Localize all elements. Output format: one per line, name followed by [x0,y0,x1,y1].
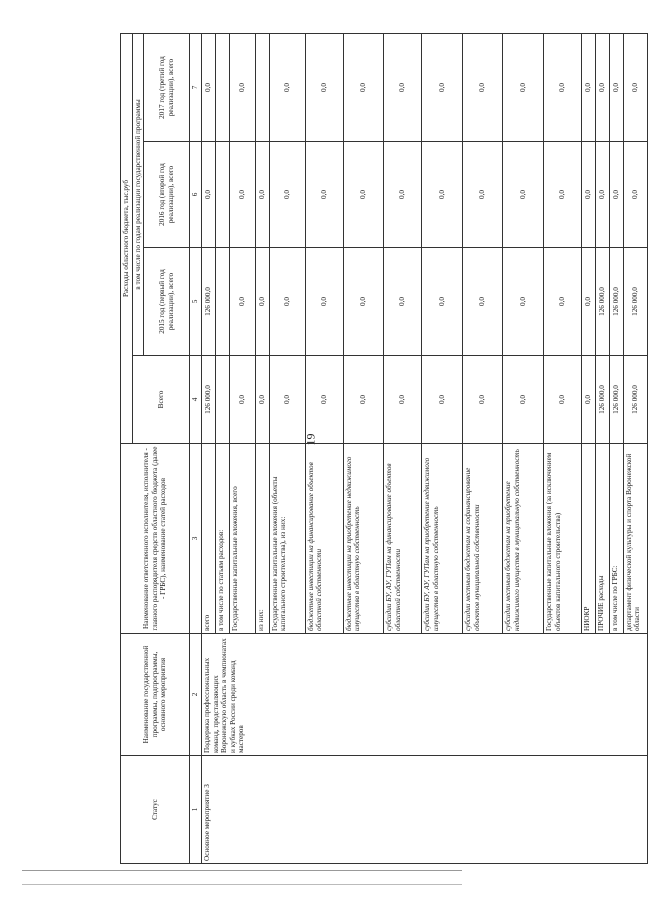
header-2017: 2017 год (третий год реализации), всего [144,34,190,142]
row-value: 0,0 [384,34,422,142]
row-value: 0,0 [503,34,544,142]
row-label: Государственные капитальные вложения (объекты капитального строительства), из них: [269,444,305,634]
row-value: 126 000,0 [595,248,609,356]
row-value: 0,0 [343,356,384,444]
row-value: 0,0 [609,142,623,248]
row-value: 0,0 [623,142,647,248]
row-value: 0,0 [543,248,581,356]
row-value: 0,0 [543,34,581,142]
row-value: 0,0 [582,356,596,444]
row-value: 0,0 [543,142,581,248]
row-label: субсидии местным бюджетам на софинансирование объектов муниципальной собственности [462,444,503,634]
row-label: субсидии БУ, АУ, ГУПам на приобретение недвижимого имущества в областную собственность [422,444,463,634]
program-name-cell: Поддержка профессиональных команд, представляющих Воронежскую область в чемпионатах и кубках России среди команд мастеров [201,634,647,756]
row-value: 0,0 [582,142,596,248]
row-label: Государственные капитальные вложения (за исключением объектов капитального строительства) [543,444,581,634]
row-value: 126 000,0 [623,356,647,444]
row-value [215,356,229,444]
row-label: департамент физической культуры и спорта Воронежской области [623,444,647,634]
budget-table [120,33,648,864]
row-value: 0,0 [305,248,343,356]
row-label: всего [201,444,215,634]
row-value: 0,0 [422,142,463,248]
row-value: 0,0 [462,142,503,248]
header-status: Статус [121,756,190,864]
col-number: 3 [190,444,202,634]
row-value: 0,0 [201,142,215,248]
row-value: 0,0 [343,248,384,356]
row-value: 0,0 [422,356,463,444]
col-number: 7 [190,34,202,142]
row-value: 126 000,0 [201,248,215,356]
row-value: 0,0 [609,34,623,142]
row-value: 126 000,0 [609,248,623,356]
row-value: 0,0 [305,142,343,248]
row-label: в том числе по статьям расходов: [215,444,229,634]
page-number: 19 [303,433,318,446]
row-value: 0,0 [255,356,269,444]
row-value: 126 000,0 [201,356,215,444]
row-label: бюджетные инвестиции на финансирование объектов областной собственности [305,444,343,634]
row-value: 0,0 [229,142,255,248]
row-value: 0,0 [384,142,422,248]
header-program-name: Наименование государственной программы, подпрограммы, основного мероприятия [121,634,190,756]
header-budget-group: Расходы областного бюджета, тыс.руб [121,34,133,444]
row-value: 126 000,0 [595,356,609,444]
row-value: 0,0 [229,34,255,142]
row-value: 0,0 [503,356,544,444]
row-value: 0,0 [623,34,647,142]
row-value: 0,0 [595,142,609,248]
header-2016: 2016 год (второй год реализации), всего [144,142,190,248]
row-value [215,142,229,248]
divider [22,870,462,871]
row-label: Государственные капитальные вложения, всего [229,444,255,634]
row-value: 0,0 [422,34,463,142]
row-value: 0,0 [422,248,463,356]
row-value: 126 000,0 [623,248,647,356]
row-value: 0,0 [255,142,269,248]
row-value: 0,0 [462,248,503,356]
row-value: 0,0 [582,248,596,356]
row-label: из них: [255,444,269,634]
header-total: Всего [132,356,190,444]
row-value: 0,0 [229,248,255,356]
row-value: 0,0 [503,248,544,356]
row-value [215,248,229,356]
col-number: 4 [190,356,202,444]
row-label: в том числе по ГРБС: [609,444,623,634]
row-value: 0,0 [305,34,343,142]
row-value: 0,0 [384,248,422,356]
col-number: 2 [190,634,202,756]
header-years-group: в том числе по годам реализации государственной программы [132,34,144,356]
header-executor: Наименование ответственного исполнителя, исполнителя - главного распорядителя средств областного бюджета (далее - ГРБС), наименование статей расходов [121,444,190,634]
row-value: 0,0 [201,34,215,142]
row-value: 0,0 [343,142,384,248]
row-value: 0,0 [269,34,305,142]
row-value: 0,0 [343,34,384,142]
row-value: 0,0 [462,356,503,444]
row-value: 0,0 [255,248,269,356]
rotated-table-container [120,34,648,864]
row-label: субсидии БУ, АУ, ГУПам на финансирование объектов областной собственности [384,444,422,634]
col-number: 6 [190,142,202,248]
header-2015: 2015 год (первый год реализации), всего [144,248,190,356]
col-number: 1 [190,756,202,864]
row-value: 0,0 [229,356,255,444]
table-body [201,34,647,864]
row-value: 0,0 [462,34,503,142]
row-value [255,34,269,142]
row-label: НИОКР [582,444,596,634]
row-value: 0,0 [305,356,343,444]
row-label: субсидии местным бюджетам на приобретение недвижимого имущества в муниципальную собственность [503,444,544,634]
table-row [201,34,215,864]
row-value: 0,0 [384,356,422,444]
row-label: ПРОЧИЕ расходы [595,444,609,634]
col-number: 5 [190,248,202,356]
row-value: 0,0 [269,356,305,444]
row-value: 0,0 [595,34,609,142]
row-value: 0,0 [269,142,305,248]
row-value: 0,0 [582,34,596,142]
row-value: 0,0 [503,142,544,248]
divider [22,884,462,885]
row-value [215,34,229,142]
row-value: 126 000,0 [609,356,623,444]
status-cell: Основное мероприятие 3 [201,756,647,864]
row-label: бюджетные инвестиции на приобретение недвижимого имущества в областную собственность [343,444,384,634]
row-value: 0,0 [543,356,581,444]
row-value: 0,0 [269,248,305,356]
